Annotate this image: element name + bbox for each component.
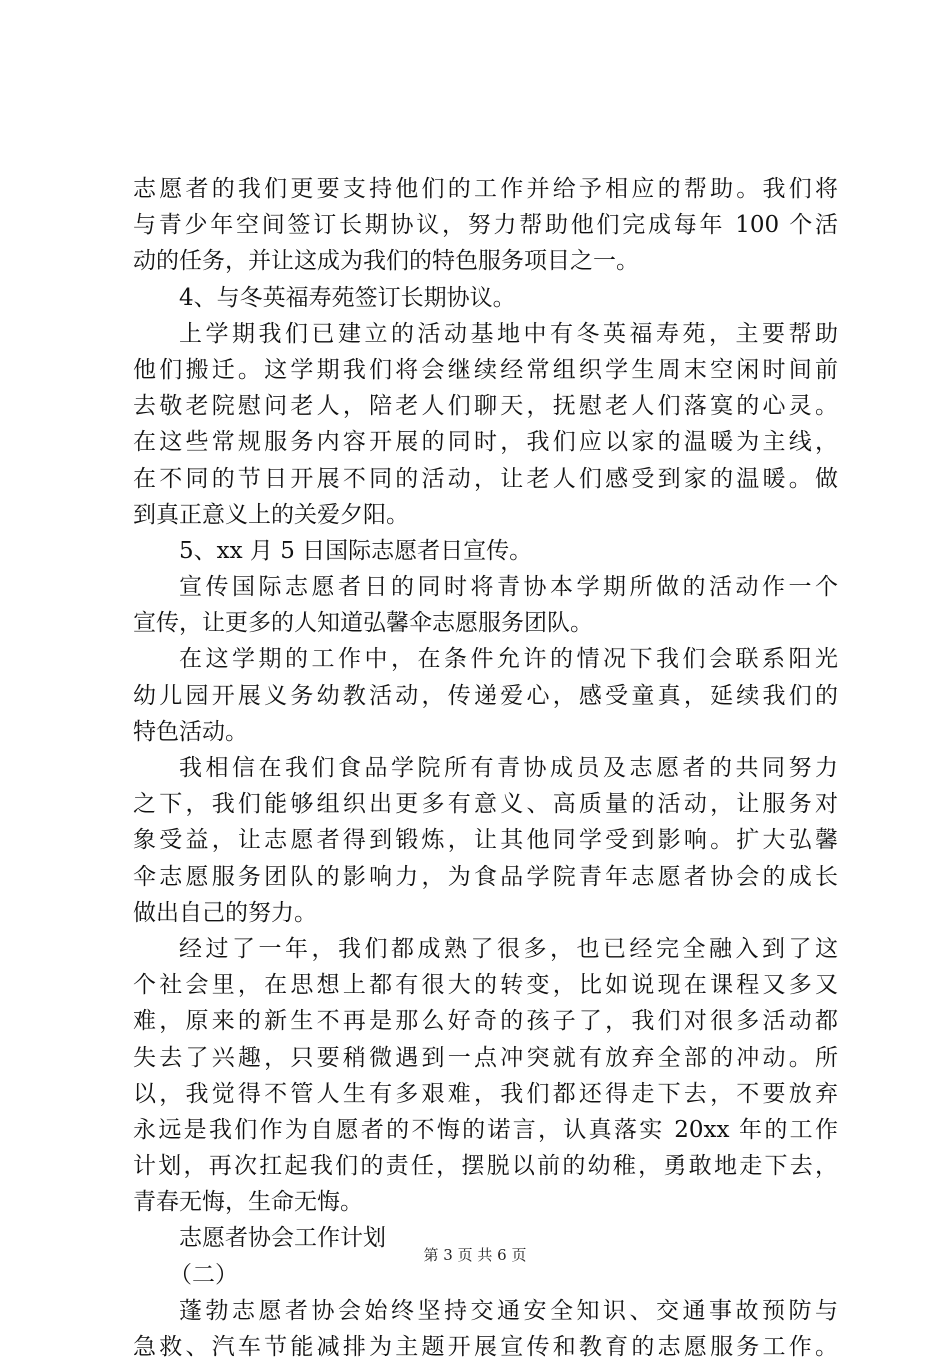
text-line: 在这学期的工作中，在条件允许的情况下我们会联系阳光	[179, 646, 838, 673]
text-line: 宣传，让更多的人知道弘馨伞志愿服务团队。	[133, 610, 593, 637]
text-line: 5、xx 月 5 日国际志愿者日宣传。	[179, 537, 533, 564]
text-line: 我相信在我们食品学院所有青协成员及志愿者的共同努力	[179, 755, 838, 781]
text-line: 在这些常规服务内容开展的同时，我们应以家的温暖为主线，	[133, 429, 838, 456]
text-line: 急救、汽车节能减排为主题开展宣传和教育的志愿服务工作。	[133, 1334, 838, 1360]
text-line: 特色活动。	[133, 718, 248, 745]
text-line: 幼儿园开展义务幼教活动，传递爱心，感受童真，延续我们的	[133, 682, 838, 709]
text-line: 以，我觉得不管人生有多艰难，我们都还得走下去，不要放弃	[133, 1080, 838, 1107]
text-line: 上学期我们已建立的活动基地中有冬英福寿苑，主要帮助	[179, 320, 838, 347]
text-line: 之下，我们能够组织出更多有意义、高质量的活动，让服务对	[133, 791, 838, 818]
text-line: 去敬老院慰问老人，陪老人们聊天，抚慰老人们落寞的心灵。	[133, 393, 838, 420]
text-line: 经过了一年，我们都成熟了很多，也已经完全融入到了这	[179, 935, 838, 962]
text-line: 个社会里，在思想上都有很大的转变，比如说现在课程又多又	[133, 972, 838, 999]
text-line: 与青少年空间签订长期协议，努力帮助他们完成每年 100 个活	[133, 212, 838, 239]
text-line: 象受益，让志愿者得到锻炼，让其他同学受到影响。扩大弘馨	[133, 827, 838, 854]
text-line: 做出自己的努力。	[133, 899, 317, 926]
text-line: 失去了兴趣，只要稍微遇到一点冲突就有放弃全部的冲动。所	[133, 1044, 838, 1071]
text-line: 到真正意义上的关爱夕阳。	[133, 501, 409, 528]
text-line: 志愿者的我们更要支持他们的工作并给予相应的帮助。我们将	[133, 176, 838, 202]
text-line: 志愿者协会工作计划	[179, 1225, 386, 1252]
text-line: （二）	[169, 1261, 238, 1288]
text-line: 伞志愿服务团队的影响力，为食品学院青年志愿者协会的成长	[133, 863, 838, 890]
text-line: 蓬勃志愿者协会始终坚持交通安全知识、交通事故预防与	[179, 1297, 838, 1324]
text-line: 他们搬迁。这学期我们将会继续经常组织学生周末空闲时间前	[133, 356, 838, 383]
text-line: 4、与冬英福寿苑签订长期协议。	[179, 284, 516, 311]
text-line: 动的任务，并让这成为我们的特色服务项目之一。	[133, 248, 639, 275]
text-line: 永远是我们作为自愿者的不悔的诺言，认真落实 20xx 年的工作	[133, 1116, 838, 1143]
page-footer: 第 3 页 共 6 页	[423, 1246, 527, 1264]
text-line: 宣传国际志愿者日的同时将青协本学期所做的活动作一个	[179, 574, 838, 601]
text-line: 在不同的节日开展不同的活动，让老人们感受到家的温暖。做	[133, 465, 838, 492]
text-line: 计划，再次扛起我们的责任，摆脱以前的幼稚，勇敢地走下去，	[133, 1153, 838, 1180]
text-line: 难，原来的新生不再是那么好奇的孩子了，我们对很多活动都	[133, 1008, 838, 1035]
text-line: 青春无悔，生命无悔。	[133, 1189, 363, 1216]
document-body	[133, 171, 838, 1365]
